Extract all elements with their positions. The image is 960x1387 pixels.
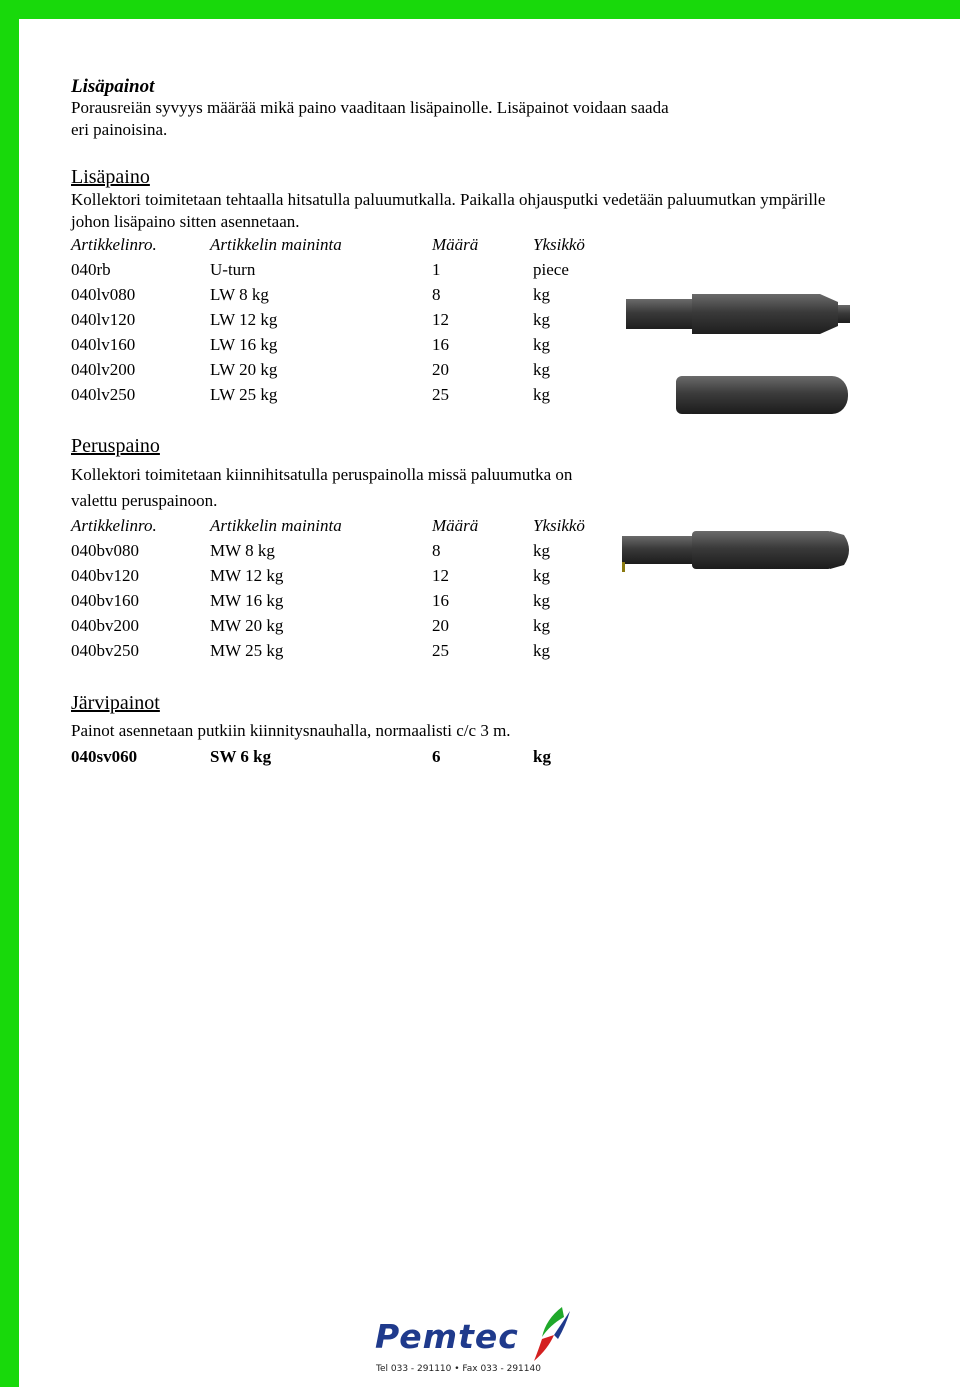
cell-description: LW 12 kg [210,310,278,329]
peruspaino-text-line2: valettu peruspainoon. [71,491,218,510]
cell-unit: kg [533,616,550,635]
cell-article-no: 040bv120 [71,566,139,585]
table-row [71,747,631,769]
weight-lw-tapered-image [626,290,856,336]
header-unit: Yksikkö [533,235,585,254]
cell-description: LW 20 kg [210,360,278,379]
cell-quantity: 12 [432,310,449,329]
cell-description: MW 8 kg [210,541,275,560]
cell-description: MW 16 kg [210,591,284,610]
cell-unit: kg [533,310,550,329]
cell-description: MW 20 kg [210,616,284,635]
top-green-border [0,0,960,19]
section-heading-lisapainot: Lisäpainot [71,76,155,97]
header-quantity: Määrä [432,516,479,535]
peruspaino-text-line1: Kollektori toimitetaan kiinnihitsatulla peruspainolla missä paluumutka on [71,465,573,484]
table-header [71,235,631,257]
cell-quantity: 8 [432,285,441,304]
header-description: Artikkelin maininta [210,235,342,254]
header-description: Artikkelin maininta [210,516,342,535]
cell-article-no: 040rb [71,260,111,279]
cell-quantity: 20 [432,360,449,379]
cell-quantity: 25 [432,385,449,404]
cell-article-no: 040bv080 [71,541,139,560]
cell-description: LW 25 kg [210,385,278,404]
cell-unit: kg [533,566,550,585]
logo-swoosh-icon [532,1305,574,1363]
cell-article-no: 040lv250 [71,385,136,404]
table-row [71,566,631,588]
cell-quantity: 16 [432,335,449,354]
cell-unit: kg [533,335,550,354]
left-green-border [0,0,19,1387]
cell-unit: kg [533,385,550,404]
table-row [71,641,631,663]
table-row [71,385,631,407]
cell-description: LW 16 kg [210,335,278,354]
cell-unit: kg [533,591,550,610]
cell-article-no: 040bv250 [71,641,139,660]
section-heading-lisapaino: Lisäpaino [71,166,150,188]
section-heading-peruspaino: Peruspaino [71,435,160,457]
pemtec-logo [372,1303,582,1381]
cell-unit: piece [533,260,569,279]
lisapaino-text-line2: johon lisäpaino sitten asennetaan. [71,212,300,231]
cell-article-no: 040bv160 [71,591,139,610]
weight-mw-image [622,526,858,572]
cell-article-no: 040lv160 [71,335,136,354]
lisapainot-text-line2: eri painoisina. [71,120,168,139]
cell-description: MW 25 kg [210,641,284,660]
jarvipainot-text-line1: Painot asennetaan putkiin kiinnitysnauhalla, normaalisti c/c 3 m. [71,721,511,740]
header-article-no: Artikkelinro. [71,235,157,254]
cell-article-no: 040lv080 [71,285,136,304]
cell-article-no: 040lv120 [71,310,136,329]
lisapainot-text-line1: Porausreiän syvyys määrää mikä paino vaaditaan lisäpainolle. Lisäpainot voidaan saada [71,98,669,117]
cell-article-no: 040bv200 [71,616,139,635]
cell-quantity: 8 [432,541,441,560]
table-row [71,616,631,638]
cell-quantity: 25 [432,641,449,660]
cell-article-no: 040sv060 [71,747,138,766]
weight-lw-rounded-image [672,372,862,418]
table-row [71,591,631,613]
cell-description: SW 6 kg [210,747,272,766]
cell-quantity: 1 [432,260,441,279]
cell-quantity: 6 [432,747,441,766]
cell-unit: kg [533,360,550,379]
header-unit: Yksikkö [533,516,585,535]
cell-unit: kg [533,285,550,304]
cell-description: MW 12 kg [210,566,284,585]
header-quantity: Määrä [432,235,479,254]
table-row [71,310,631,332]
table-row [71,285,631,307]
logo-contact: Tel 033 - 291110 • Fax 033 - 291140 [376,1364,541,1374]
table-row [71,335,631,357]
lisapaino-text-line1: Kollektori toimitetaan tehtaalla hitsatulla paluumutkalla. Paikalla ohjausputki vedetään paluumutkan ympärille [71,190,826,209]
cell-unit: kg [533,641,550,660]
cell-unit: kg [533,747,551,766]
cell-quantity: 12 [432,566,449,585]
cell-quantity: 20 [432,616,449,635]
table-header [71,516,631,538]
cell-article-no: 040lv200 [71,360,136,379]
cell-description: LW 8 kg [210,285,269,304]
cell-description: U-turn [210,260,256,279]
logo-name: Pemtec [375,1317,519,1356]
table-row [71,260,631,282]
section-heading-jarvipainot: Järvipainot [71,692,160,714]
cell-unit: kg [533,541,550,560]
table-row [71,541,631,563]
header-article-no: Artikkelinro. [71,516,157,535]
cell-quantity: 16 [432,591,449,610]
table-row [71,360,631,382]
